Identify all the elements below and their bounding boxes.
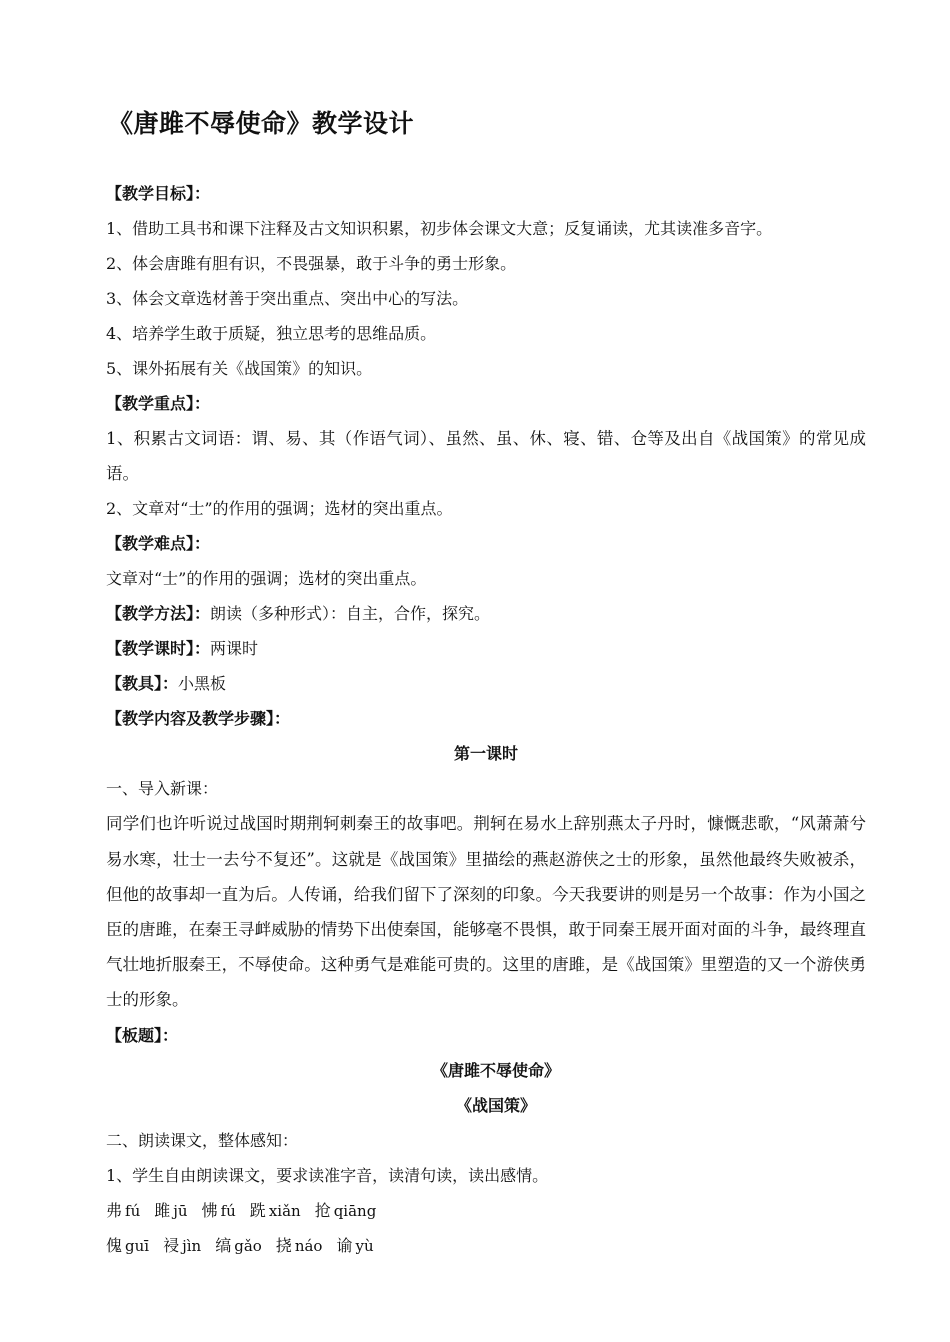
objective-item: 3、体会文章选材善于突出重点、突出中心的写法。 bbox=[106, 289, 469, 308]
reading-item: 1、学生自由朗读课文，要求读准字音，读清句读，读出感情。 bbox=[106, 1165, 549, 1185]
pinyin-reading: jū bbox=[173, 1201, 188, 1220]
pinyin-entry bbox=[163, 1228, 201, 1263]
lesson-one-heading: 第一课时 bbox=[453, 744, 518, 764]
pinyin-reading: gǎo bbox=[234, 1236, 262, 1255]
key-point-item: 1、积累古文词语：谓、易、其（作语气词）、虽然、虽、休、寝、错、仓等及出自《战国策》的常见成语。 bbox=[106, 429, 866, 484]
pinyin-entry bbox=[154, 1193, 187, 1228]
pinyin-entry bbox=[106, 1193, 140, 1228]
steps-heading: 【教学内容及教学步骤】： bbox=[106, 709, 291, 729]
pinyin-reading: xiǎn bbox=[268, 1201, 301, 1220]
periods-text: 两课时 bbox=[210, 639, 259, 659]
board-title: 《唐雎不辱使命》 bbox=[431, 1060, 560, 1080]
pinyin-char: 怫 bbox=[201, 1200, 218, 1220]
pinyin-reading: guī bbox=[125, 1236, 150, 1255]
pinyin-entry bbox=[202, 1193, 236, 1228]
periods-heading: 【教学课时】： bbox=[106, 639, 211, 659]
pinyin-entry bbox=[215, 1228, 262, 1263]
document-body bbox=[106, 176, 866, 1263]
pinyin-char: 谕 bbox=[336, 1235, 353, 1255]
key-points-heading: 【教学重点】： bbox=[106, 394, 211, 413]
periods-row bbox=[106, 631, 866, 666]
objective-item: 1、借助工具书和课下注释及古文知识积累，初步体会课文大意；反复诵读，尤其读准多音字。 bbox=[106, 219, 773, 238]
objective-item: 2、体会唐雎有胆有识，不畏强暴，敢于斗争的勇士形象。 bbox=[106, 254, 517, 273]
pinyin-entry bbox=[336, 1228, 373, 1263]
objective-item: 5、课外拓展有关《战国策》的知识。 bbox=[106, 359, 373, 378]
pinyin-entry bbox=[106, 1228, 149, 1263]
pinyin-char: 雎 bbox=[154, 1200, 171, 1220]
methods-row bbox=[106, 596, 866, 631]
pinyin-row bbox=[106, 1193, 866, 1228]
pinyin-reading: fú bbox=[220, 1201, 236, 1220]
document-title: 《唐雎不辱使命》教学设计 bbox=[108, 109, 415, 138]
pinyin-char: 抢 bbox=[314, 1200, 331, 1220]
pinyin-reading: qiāng bbox=[333, 1201, 377, 1220]
key-point-item: 2、文章对“士”的作用的强调；选材的突出重点。 bbox=[106, 499, 453, 519]
tools-text: 小黑板 bbox=[178, 674, 227, 694]
difficulties-heading: 【教学难点】： bbox=[106, 534, 211, 554]
pinyin-reading: jìn bbox=[182, 1236, 202, 1255]
tools-row bbox=[106, 666, 866, 701]
methods-text: 朗读（多种形式）：自主，合作，探究。 bbox=[210, 604, 491, 624]
pinyin-char: 祲 bbox=[163, 1235, 180, 1255]
board-source: 《战国策》 bbox=[455, 1095, 536, 1115]
board-heading: 【板题】： bbox=[106, 1025, 179, 1045]
pinyin-reading: yù bbox=[355, 1236, 374, 1255]
difficulties-text: 文章对“士”的作用的强调；选材的突出重点。 bbox=[106, 569, 427, 589]
pinyin-entry bbox=[315, 1193, 377, 1228]
tools-heading: 【教具】： bbox=[106, 674, 179, 694]
pinyin-char: 缟 bbox=[215, 1235, 232, 1255]
pinyin-entry bbox=[250, 1193, 301, 1228]
pinyin-char: 傀 bbox=[106, 1235, 123, 1255]
pinyin-reading: fú bbox=[125, 1201, 141, 1220]
pinyin-reading: náo bbox=[294, 1236, 323, 1255]
intro-heading: 一、导入新课： bbox=[106, 779, 219, 799]
objectives-heading: 【教学目标】： bbox=[106, 184, 211, 203]
reading-heading: 二、朗读课文，整体感知： bbox=[106, 1130, 299, 1150]
intro-paragraph: 同学们也许听说过战国时期荆轲刺秦王的故事吧。荆轲在易水上辞别燕太子丹时，慷慨悲歌，“风萧萧兮易水寒，壮士一去兮不复还”。这就是《战国策》里描绘的燕赵游侠之士的形象，虽然他最终失败被杀，但他的故事却一直为后。人传诵，给我们留下了深刻的印象。今天我要讲的则是另一个故事：作为小国之臣的唐雎，在秦王寻衅威胁的情势下出使秦国，能够毫不畏惧，敢于同秦王展开面对面的斗争，最终理直气壮地折服秦王，不辱使命。这种勇气是难能可贵的。这里的唐雎，是《战国策》里塑造的又一个游侠勇士的形象。 bbox=[106, 814, 866, 1010]
pinyin-char: 挠 bbox=[275, 1235, 292, 1255]
pinyin-row bbox=[106, 1228, 866, 1263]
pinyin-entry bbox=[276, 1228, 323, 1263]
objective-item: 4、培养学生敢于质疑，独立思考的思维品质。 bbox=[106, 324, 437, 343]
pinyin-char: 弗 bbox=[106, 1200, 123, 1220]
pinyin-char: 跣 bbox=[249, 1200, 266, 1220]
methods-heading: 【教学方法】： bbox=[106, 604, 211, 624]
